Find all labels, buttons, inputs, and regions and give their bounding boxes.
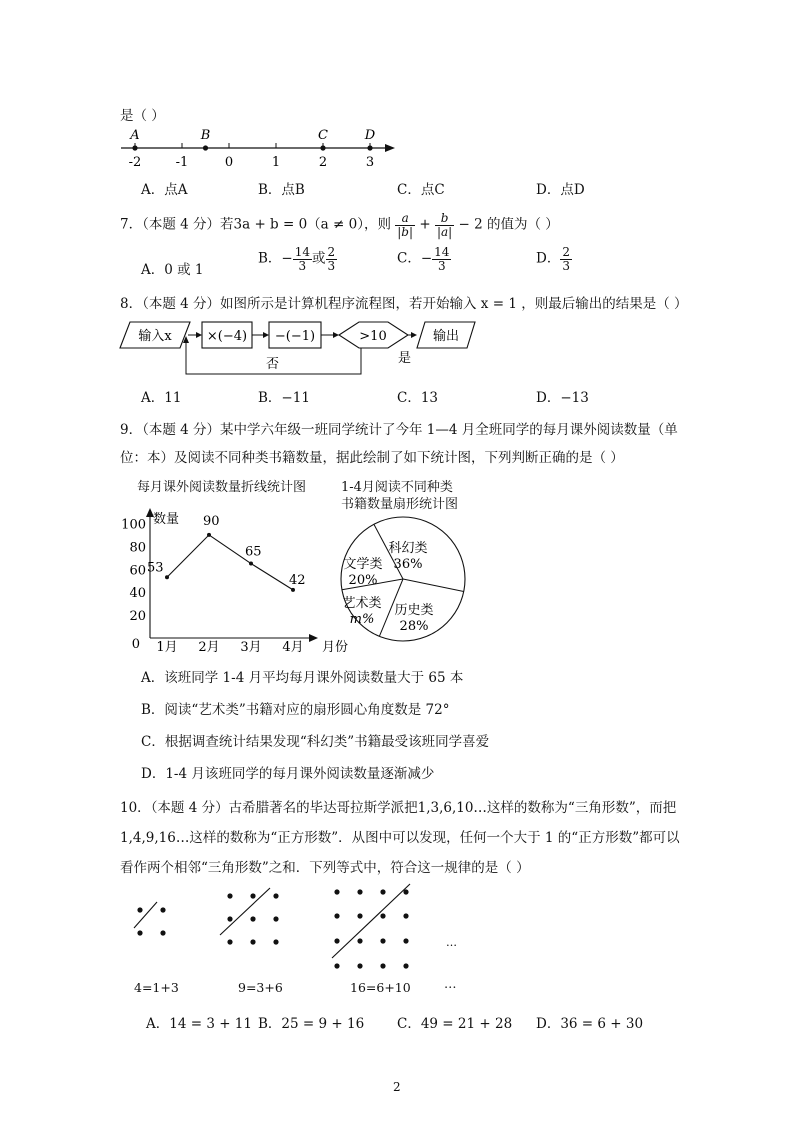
flow-yes-label: 是: [398, 351, 412, 366]
numberline-tick-label: -1: [175, 155, 189, 170]
origin-label: 0: [131, 637, 140, 652]
flowchart: [118, 318, 478, 382]
q9-option-b[interactable]: B．阅读“艺术类”书籍对应的扇形圆心角度数是 72°: [141, 702, 450, 718]
q7-option-b[interactable]: B．− $\frac{14}{3}$ 或 $\frac{2}{3}$: [258, 245, 336, 273]
pie-slice-label: 艺术类: [342, 596, 382, 611]
figure-16: [332, 884, 410, 969]
numberline-point: [367, 145, 372, 150]
pie-chart: [336, 506, 476, 652]
data-label: 53: [147, 560, 164, 576]
q10-option-c[interactable]: C．49 = 21 + 28: [397, 1016, 513, 1032]
figure-caption-4: …: [444, 976, 457, 991]
y-tick-label: 80: [129, 540, 146, 556]
x-tick-label: 2月: [198, 640, 220, 655]
page-number: 2: [393, 1080, 401, 1094]
q10-option-a[interactable]: A．14 = 3 + 11: [146, 1016, 252, 1032]
q7-fraction-a-over-b: $\frac{a}{|b|}$: [397, 211, 414, 239]
numberline-tick-label: 2: [318, 155, 328, 170]
pie-slice-value: 36%: [393, 557, 423, 572]
line-chart-title: 每月课外阅读数量折线统计图: [137, 480, 307, 495]
pie-slice-value: 20%: [348, 573, 378, 588]
number-line: [115, 126, 400, 170]
pie-slice-label: 科幻类: [388, 541, 428, 556]
pie-slice-value: 28%: [399, 619, 429, 634]
q7-fraction-b-over-a: $\frac{b}{|a|}$: [436, 211, 453, 239]
pie-slice-edge: [403, 579, 464, 591]
q7-option-c[interactable]: C．− $\frac{14}{3}$: [397, 245, 450, 273]
data-line: [167, 535, 293, 590]
q7-plus: +: [419, 216, 431, 233]
line-chart: [112, 504, 348, 656]
pie-chart-title-2: 书籍数量扇形统计图: [341, 497, 459, 512]
q8-stem: [120, 292, 688, 312]
q6-option-a[interactable]: A．点A: [141, 182, 188, 198]
q7-prefix: （本题 4 分）若3a + b = 0（a ≠ 0），则: [142, 216, 391, 233]
q6-option-d[interactable]: D．点D: [536, 182, 585, 198]
q8-option-c[interactable]: C．13: [397, 390, 439, 406]
q10-line2: 1,4,9,16…这样的数称为“正方形数”．从图中可以发现，任何一个大于 1 的“正方形数”都可以: [120, 830, 680, 846]
numberline-tick-label: 0: [224, 155, 234, 170]
figure-caption-1: 4=1+3: [134, 980, 179, 995]
q7-number: 7．: [120, 216, 143, 233]
q7-stem: [120, 212, 559, 238]
q7-option-a[interactable]: A．0 或 1: [141, 262, 204, 278]
data-point: [291, 588, 295, 592]
flow-decision-label: >10: [359, 329, 387, 344]
data-point: [165, 575, 169, 579]
data-label: 42: [289, 572, 306, 588]
pie-slice-label: 文学类: [343, 557, 383, 572]
flow-input-label: 输入x: [138, 329, 172, 344]
x-tick-label: 4月: [282, 640, 304, 655]
y-tick-label: 60: [129, 563, 146, 579]
q10-option-b[interactable]: B．25 = 9 + 16: [258, 1016, 365, 1032]
figure-caption-2: 9=3+6: [238, 980, 283, 995]
figure-ellipsis: …: [446, 936, 457, 949]
pie-slice-label: 历史类: [394, 603, 434, 618]
x-tick-label: 1月: [156, 640, 178, 655]
pie-slice-value: m%: [349, 612, 375, 627]
numberline-point: [320, 145, 325, 150]
y-tick-label: 100: [121, 517, 146, 533]
q10-line1: 10．（本题 4 分）古希腊著名的毕达哥拉斯学派把1,3,6,10…这样的数称为“三角形数”，而把: [120, 800, 677, 816]
flow-output-label: 输出: [432, 329, 460, 344]
y-tick-label: 20: [129, 609, 146, 625]
numberline-point: [132, 145, 137, 150]
q8-text: （本题 4 分）如图所示是计算机程序流程图，若开始输入 x = 1 ，则最后输出的结果是（ ）: [142, 296, 688, 312]
q10-option-d[interactable]: D．36 = 6 + 30: [536, 1016, 644, 1032]
numberline-point-label: D: [364, 128, 376, 143]
numberline-point: [203, 145, 208, 150]
q9-option-d[interactable]: D．1-4 月该班同学的每月课外阅读数量逐渐减少: [141, 766, 435, 782]
q9-line1: 9．（本题 4 分）某中学六年级一班同学统计了今年 1—4 月全班同学的每月课外阅读数量（单: [120, 422, 678, 438]
x-tick-label: 3月: [240, 640, 262, 655]
q6-option-b[interactable]: B．点B: [258, 182, 305, 198]
square-number-figures: [120, 880, 480, 980]
q10-line3: 看作两个相邻“三角形数”之和．下列等式中，符合这一规律的是（ ）: [120, 860, 530, 876]
q9-line2: 位：本）及阅读不同种类书籍数量，据此绘制了如下统计图，下列判断正确的是（ ）: [120, 450, 624, 466]
data-label: 65: [245, 544, 262, 560]
figure-4: [134, 902, 166, 936]
y-axis-label: 数量: [153, 512, 180, 527]
q7-option-d[interactable]: D． $\frac{2}{3}$: [536, 245, 570, 273]
q8-option-a[interactable]: A．11: [141, 390, 182, 406]
numberline-point-label: B: [200, 128, 211, 143]
q8-option-d[interactable]: D．−13: [536, 390, 589, 406]
q9-option-c[interactable]: C．根据调查统计结果发现“科幻类”书籍最受该班同学喜爱: [141, 734, 490, 750]
q6-tail: 是（ ）: [120, 108, 165, 124]
flow-step1-label: ×(−4): [206, 329, 248, 344]
numberline-point-label: C: [318, 128, 328, 143]
x-axis-label: 月份: [322, 640, 348, 655]
q8-number: 8．: [120, 296, 143, 312]
q9-option-a[interactable]: A．该班同学 1-4 月平均每月课外阅读数量大于 65 本: [141, 670, 464, 686]
q7-suffix: − 2 的值为（ ）: [458, 216, 559, 233]
numberline-point-label: A: [130, 128, 140, 143]
numberline-tick-label: -2: [128, 155, 142, 170]
flow-step2-label: −(−1): [274, 329, 316, 344]
data-point: [249, 562, 253, 566]
data-label: 90: [203, 513, 220, 529]
x-axis-arrow: [309, 634, 318, 642]
y-tick-label: 40: [129, 586, 146, 602]
numberline-tick-label: 3: [365, 155, 375, 170]
pie-chart-title-1: 1-4月阅读不同种类: [341, 480, 453, 495]
figure-caption-3: 16=6+10: [350, 980, 411, 995]
q6-option-c[interactable]: C．点C: [397, 182, 445, 198]
data-point: [207, 533, 211, 537]
flow-no-label: 否: [266, 357, 280, 372]
numberline-tick-label: 1: [271, 155, 281, 170]
figure-9: [220, 888, 279, 945]
q8-option-b[interactable]: B．−11: [258, 390, 310, 406]
